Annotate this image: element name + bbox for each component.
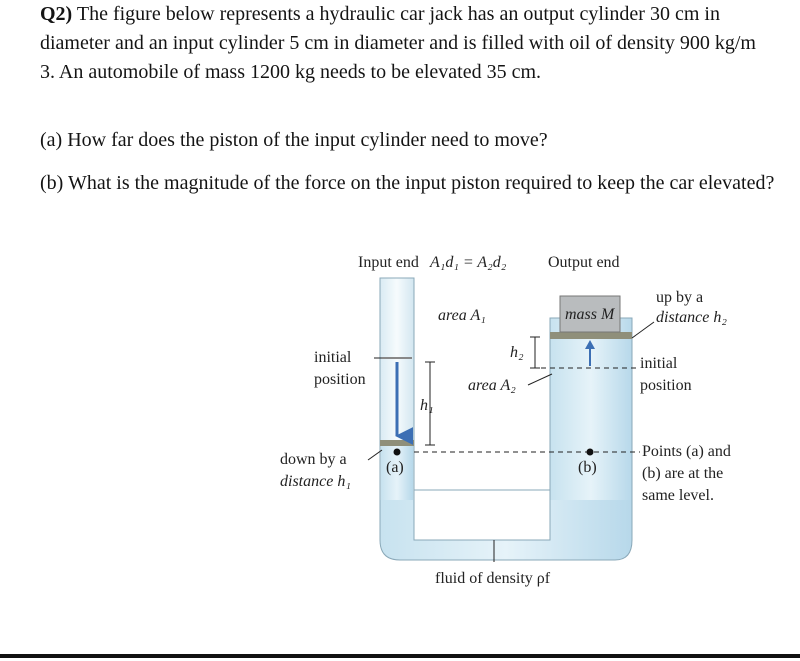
h1-label: h₁ — [420, 397, 434, 414]
same-level-text-1: Points (a) and — [642, 443, 731, 460]
point-a-dot — [394, 449, 401, 456]
down-by-label: down by a — [280, 451, 347, 468]
down-distance-label: distance h₁ — [280, 473, 351, 490]
question-number: Q2) — [40, 3, 73, 25]
mass-label: mass M — [565, 306, 615, 323]
part-b: (b) What is the magnitude of the force on the input piston required to keep the car elevated? — [40, 172, 775, 194]
area-a1-label: area A₁ — [438, 307, 486, 324]
output-end-label: Output end — [548, 254, 620, 271]
equation-label: A₁d₁ = A₂d₂ — [430, 254, 507, 271]
hydraulic-jack-figure — [270, 240, 770, 600]
tube-inner-wall — [414, 490, 550, 540]
initial-left-1: initial — [314, 349, 352, 366]
part-a: (a) How far does the piston of the input cylinder need to move? — [40, 129, 548, 151]
same-level-text-2: (b) are at the — [642, 465, 724, 482]
area-a2-label: area A₂ — [468, 377, 516, 394]
input-piston — [380, 440, 414, 446]
input-end-label: Input end — [358, 254, 419, 271]
point-b-label: (b) — [578, 459, 597, 476]
output-piston — [550, 332, 632, 339]
up-distance-label: distance h₂ — [656, 309, 727, 326]
point-b-dot — [587, 449, 594, 456]
fluid-label: fluid of density ρf — [435, 570, 551, 587]
question-text: The figure below represents a hydraulic car jack has an output cylinder 30 cm in diameter and an input cylinder 5 cm in diameter and is filled with oil of density 900 kg/m 3. An automobile of mass 1200 kg needs to be elevated 35 cm. — [40, 3, 756, 83]
up-by-label: up by a — [656, 289, 704, 306]
initial-right-1: initial — [640, 355, 678, 372]
initial-right-2: position — [640, 377, 692, 394]
same-level-text-3: same level. — [642, 487, 714, 504]
h2-label: h₂ — [510, 344, 524, 361]
bottom-divider — [0, 654, 800, 658]
question-block — [40, 0, 775, 87]
point-a-label: (a) — [386, 459, 404, 476]
initial-left-2: position — [314, 371, 366, 388]
